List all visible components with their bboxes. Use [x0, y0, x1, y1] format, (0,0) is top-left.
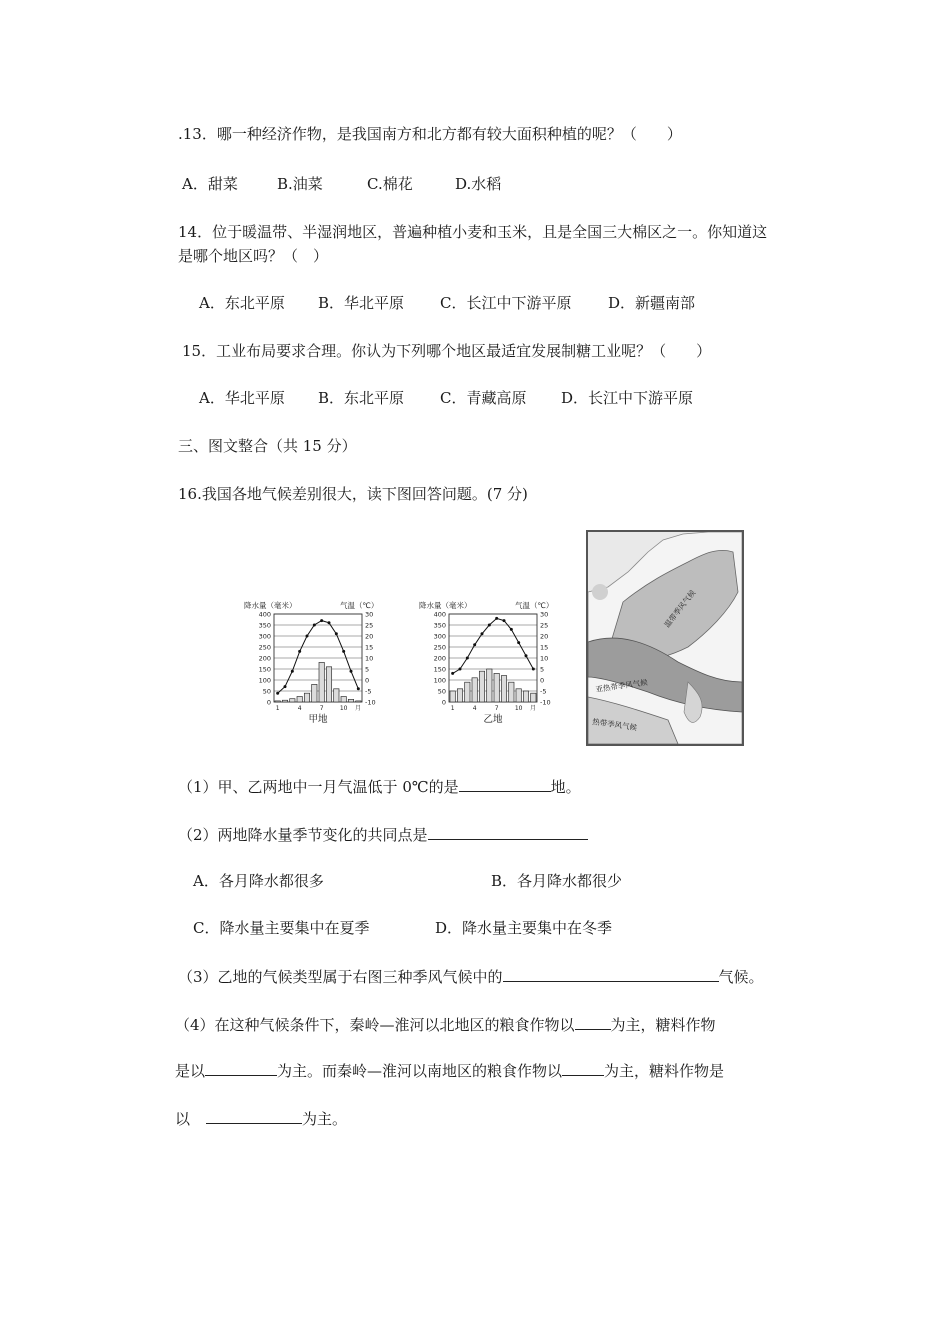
chart-jia-bar	[319, 662, 324, 702]
chart-yi-bar	[487, 669, 492, 702]
chart-jia-y2tick: 20	[365, 632, 374, 641]
q16-sub1-text-b: 地。	[550, 778, 581, 796]
chart-yi-y2tick: -5	[540, 687, 547, 696]
chart-jia-temp-point	[284, 685, 287, 688]
q13-stem: .13．哪一种经济作物，是我国南方和北方都有较大面积种植的呢？（ ）	[178, 125, 682, 143]
chart-yi-temp-point	[473, 643, 476, 646]
chart-jia-y2tick: 30	[365, 610, 374, 619]
chart-jia-bar	[356, 701, 361, 702]
chart-yi-ylabel: 降水量（毫米）	[419, 601, 472, 610]
q16-sub4-text-g: 为主。	[302, 1110, 348, 1128]
climate-chart-jia	[240, 598, 390, 734]
q16-sub4-blank4[interactable]	[206, 1108, 302, 1124]
chart-jia-ytick: 0	[266, 698, 271, 707]
chart-jia-bar	[348, 699, 353, 702]
q15-option-b: B．东北平原	[318, 389, 405, 407]
chart-jia-y2tick: 25	[365, 621, 374, 630]
q16-sub3-text-b: 气候。	[718, 968, 764, 986]
chart-yi-temp-point	[503, 619, 506, 622]
chart-jia-temp-point	[291, 670, 294, 673]
q15-option-d: D．长江中下游平原	[561, 389, 694, 407]
q14-stem-line2: 是哪个地区吗？（ ）	[178, 247, 329, 265]
chart-jia-bar	[326, 667, 331, 702]
chart-yi-bar	[501, 676, 506, 702]
chart-yi-y2tick: 30	[540, 610, 549, 619]
chart-jia-bar	[341, 697, 346, 703]
q16-sub3-blank[interactable]	[503, 966, 719, 982]
chart-jia-bar	[334, 689, 339, 702]
chart-jia-xtick: 月	[354, 705, 362, 712]
climate-chart-jia-svg	[240, 598, 390, 730]
chart-jia-ytick: 350	[258, 621, 271, 630]
chart-jia-ytick: 200	[258, 654, 271, 663]
q15-option-a: A．华北平原	[199, 389, 285, 407]
chart-yi-bar	[516, 689, 521, 702]
q15-stem: 15．工业布局要求合理。你认为下列哪个地区最适宜发展制糖工业呢？（ ）	[182, 342, 712, 360]
climate-chart-yi-svg	[415, 598, 565, 730]
q16-sub4-blank3[interactable]	[562, 1060, 604, 1076]
q13-option-b: B.油菜	[277, 175, 323, 193]
chart-yi-bar	[457, 689, 462, 702]
q13-option-a: A．甜菜	[182, 175, 238, 193]
q16-sub4-text-f: 以	[175, 1110, 191, 1128]
chart-jia-bar	[290, 699, 295, 702]
chart-jia-xtick: 1	[275, 705, 280, 712]
q16-sub4-text-c: 是以	[175, 1062, 206, 1080]
chart-jia-temp-point	[357, 687, 360, 690]
chart-yi-bar	[509, 682, 514, 702]
chart-yi-temp-point	[488, 624, 491, 627]
q14-option-a: A．东北平原	[199, 294, 285, 312]
chart-yi-y2tick: 20	[540, 632, 549, 641]
chart-jia-temp-point	[328, 621, 331, 624]
chart-yi-bar	[494, 673, 499, 702]
chart-yi-temp-point	[525, 654, 528, 657]
chart-jia-temp-point	[276, 692, 279, 695]
climate-chart-yi	[415, 598, 565, 734]
chart-yi-temp-point	[459, 668, 462, 671]
chart-jia-ytick: 100	[258, 676, 271, 685]
chart-jia-y2tick: 0	[365, 676, 370, 685]
chart-yi-title: 乙地	[483, 714, 503, 725]
q16-sub3	[178, 966, 764, 987]
chart-jia-ytick: 50	[262, 687, 271, 696]
chart-jia-ylabel: 降水量（毫米）	[244, 601, 297, 610]
chart-jia-y2label: 气温（℃）	[340, 601, 379, 610]
chart-yi-ytick: 350	[433, 621, 446, 630]
q16-sub3-text-a: （3）乙地的气候类型属于右图三种季风气候中的	[178, 968, 503, 986]
monsoon-map	[586, 530, 744, 746]
chart-yi-bar	[472, 678, 477, 702]
chart-jia-y2tick: -5	[365, 687, 372, 696]
q14-option-c: C．长江中下游平原	[440, 294, 572, 312]
chart-jia-temp-point	[342, 650, 345, 653]
chart-jia-xtick: 10	[339, 705, 348, 712]
chart-jia-bar	[275, 701, 280, 702]
chart-yi-xtick: 10	[514, 705, 523, 712]
chart-yi-bar	[479, 671, 484, 702]
chart-yi-temp-point	[466, 657, 469, 660]
section-heading: 三、图文整合（共 15 分）	[178, 437, 357, 455]
chart-yi-ytick: 300	[433, 632, 446, 641]
chart-yi-temp-point	[517, 641, 520, 644]
chart-jia-y2tick: 15	[365, 643, 374, 652]
chart-jia-ytick: 150	[258, 665, 271, 674]
chart-yi-xtick: 1	[450, 705, 455, 712]
chart-yi-temp-point	[495, 617, 498, 620]
chart-yi-xtick: 4	[472, 705, 477, 712]
q16-sub1	[178, 776, 581, 797]
chart-jia-y2tick: -10	[365, 698, 376, 707]
q13-option-d: D.水稻	[455, 175, 502, 193]
chart-jia-xtick: 7	[319, 705, 324, 712]
q16-sub2	[178, 824, 588, 845]
chart-jia-temp-point	[335, 632, 338, 635]
chart-jia-title: 甲地	[308, 714, 328, 725]
chart-jia-xtick: 4	[297, 705, 302, 712]
chart-jia-y2tick: 5	[365, 665, 370, 674]
q16-sub4-text-b: 为主，糖料作物	[610, 1016, 716, 1034]
chart-jia-y2tick: 10	[365, 654, 374, 663]
chart-yi-ytick: 0	[441, 698, 446, 707]
chart-jia-bar	[304, 693, 309, 702]
q14-stem-line1: 14．位于暖温带、半湿润地区，普遍种植小麦和玉米，且是全国三大棉区之一。你知道这	[178, 223, 768, 241]
chart-yi-ytick: 150	[433, 665, 446, 674]
chart-jia-ytick: 250	[258, 643, 271, 652]
chart-yi-y2tick: -10	[540, 698, 551, 707]
q16-sub4-blank2[interactable]	[205, 1060, 277, 1076]
chart-jia-bar	[282, 700, 287, 702]
chart-yi-y2tick: 0	[540, 676, 545, 685]
q13-option-c: C.棉花	[367, 175, 413, 193]
q16-sub2-option-b: B．各月降水都很少	[491, 872, 623, 890]
chart-jia-temp-point	[298, 650, 301, 653]
q16-stem: 16.我国各地气候差别很大，读下图回答问题。(7 分)	[178, 485, 528, 503]
chart-yi-y2tick: 10	[540, 654, 549, 663]
chart-yi-temp-line	[453, 618, 534, 673]
q16-sub4-blank1[interactable]	[575, 1014, 611, 1030]
q16-sub4-line3	[175, 1108, 347, 1129]
q16-sub1-text-a: （1）甲、乙两地中一月气温低于 0℃的是	[178, 778, 459, 796]
q16-sub1-blank[interactable]	[459, 776, 551, 792]
chart-yi-bar	[465, 682, 470, 702]
chart-jia-temp-point	[313, 624, 316, 627]
chart-yi-y2tick: 15	[540, 643, 549, 652]
chart-yi-temp-point	[481, 632, 484, 635]
chart-yi-temp-point	[532, 668, 535, 671]
chart-yi-bar	[450, 691, 455, 702]
map-label-subtropical: 亚热带季风气候	[595, 677, 649, 694]
q16-sub4-line2	[175, 1060, 724, 1081]
q16-sub4-text-e: 为主，糖料作物是	[604, 1062, 725, 1080]
chart-jia-bar	[312, 684, 317, 702]
chart-yi-bar	[523, 691, 528, 702]
chart-yi-y2label: 气温（℃）	[515, 601, 554, 610]
chart-jia-temp-point	[350, 670, 353, 673]
chart-yi-ytick: 400	[433, 610, 446, 619]
chart-yi-y2tick: 25	[540, 621, 549, 630]
chart-yi-ytick: 200	[433, 654, 446, 663]
q16-sub2-option-c: C．降水量主要集中在夏季	[193, 919, 370, 937]
chart-jia-temp-point	[306, 635, 309, 638]
chart-yi-ytick: 50	[437, 687, 446, 696]
chart-yi-xtick: 7	[494, 705, 499, 712]
chart-jia-ytick: 400	[258, 610, 271, 619]
chart-yi-temp-point	[510, 628, 513, 631]
chart-yi-ytick: 250	[433, 643, 446, 652]
chart-yi-temp-point	[451, 672, 454, 675]
chart-jia-temp-point	[320, 619, 323, 622]
chart-jia-temp-line	[278, 621, 359, 694]
q16-sub2-option-a: A．各月降水都很多	[193, 872, 324, 890]
q16-sub2-option-d: D．降水量主要集中在冬季	[435, 919, 613, 937]
chart-yi-ytick: 100	[433, 676, 446, 685]
map-label-temperate: 温带季风气候	[662, 588, 698, 630]
chart-yi-y2tick: 5	[540, 665, 545, 674]
q16-sub2-blank[interactable]	[428, 824, 588, 840]
chart-jia-ytick: 300	[258, 632, 271, 641]
q16-sub4-line1	[175, 1014, 716, 1035]
q16-sub4-text-a: （4）在这种气候条件下，秦岭—淮河以北地区的粮食作物以	[175, 1016, 575, 1034]
map-label-tropical: 热带季风气候	[591, 717, 638, 733]
chart-jia-bar	[297, 697, 302, 703]
chart-yi-xtick: 月	[529, 705, 537, 712]
q15-option-c: C．青藏高原	[440, 389, 527, 407]
q14-option-b: B．华北平原	[318, 294, 405, 312]
q16-sub2-text: （2）两地降水量季节变化的共同点是	[178, 826, 428, 844]
chart-yi-bar	[531, 693, 536, 702]
q14-option-d: D．新疆南部	[608, 294, 696, 312]
q16-sub4-text-d: 为主。而秦岭—淮河以南地区的粮食作物以	[277, 1062, 563, 1080]
